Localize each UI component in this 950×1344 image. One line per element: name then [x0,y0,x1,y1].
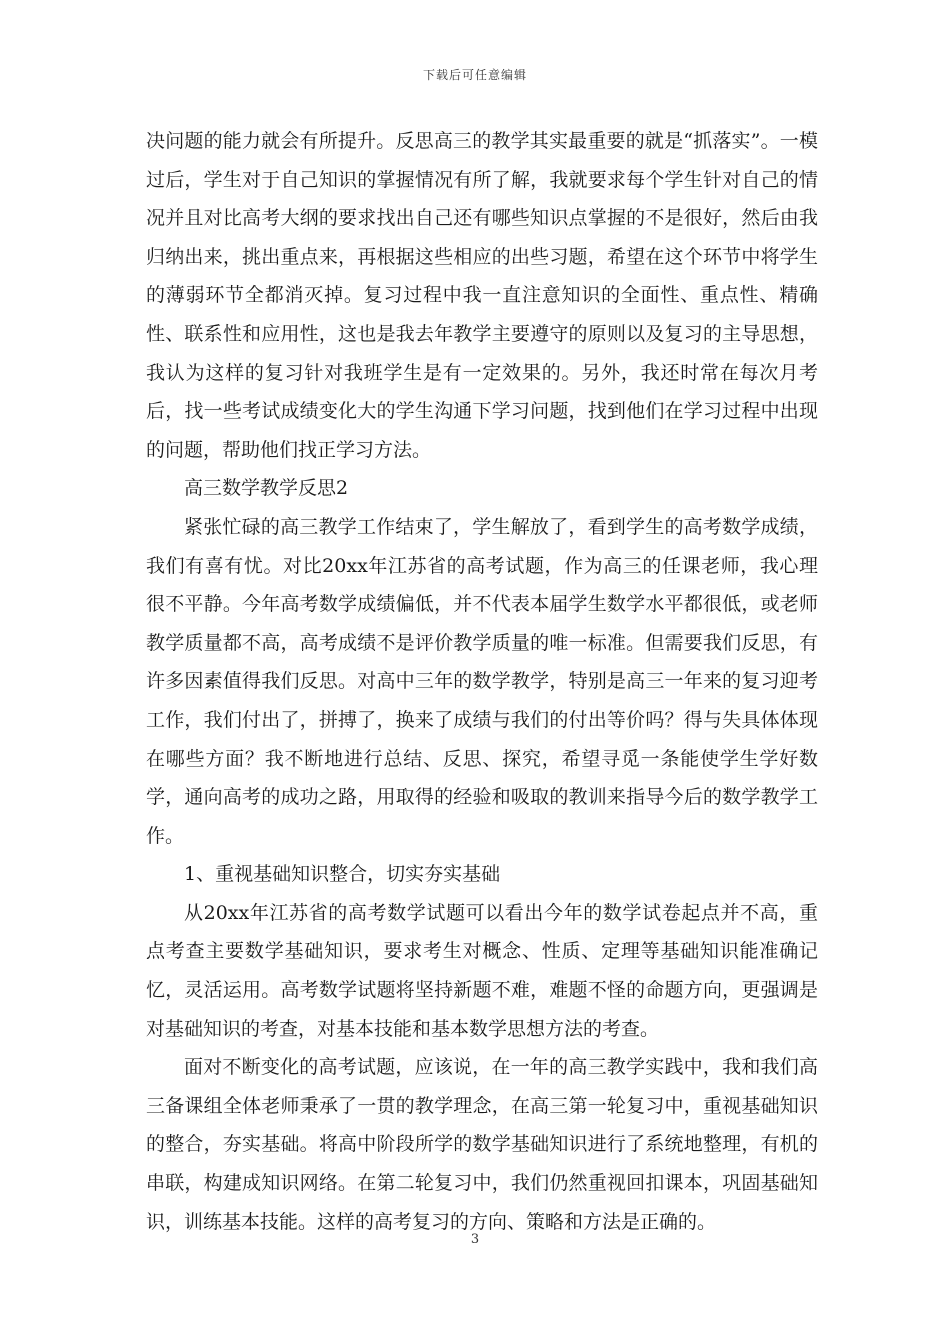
page-number: 3 [470,1232,480,1247]
paragraph-continuation: 决问题的能力就会有所提升。反思高三的教学其实最重要的就是“抓落实”。一模过后，学生对于自己知识的掌握情况有所了解，我就要求每个学生针对自己的情况并且对比高考大纲的要求找出自己还有哪些知识点掌握的不是很好，然后由我归纳出来，挑出重点来，再根据这些相应的出些习题，希望在这个环节中将学生的薄弱环节全都消灭掉。复习过程中我一直注意知识的全面性、重点性、精确性、联系性和应用性，这也是我去年教学主要遵守的原则以及复习的主导思想，我认为这样的复习针对我班学生是有一定效果的。另外，我还时常在每次月考后，找一些考试成绩变化大的学生沟通下学习问题，找到他们在学习过程中出现的问题，帮助他们找正学习方法。 [146,130,818,461]
paragraph: 紧张忙碌的高三教学工作结束了，学生解放了，看到学生的高考数学成绩，我们有喜有忧。对比20xx年江苏省的高考试题，作为高三的任课老师，我心理很不平静。今年高考数学成绩偏低，并不代表本届学生数学水平都很低，或老师教学质量都不高，高考成绩不是评价教学质量的唯一标准。但需要我们反思，有许多因素值得我们反思。对高中三年的数学教学，特别是高三一年来的复习迎考工作，我们付出了，拼搏了，换来了成绩与我们的付出等价吗？得与失具体体现在哪些方面？我不断地进行总结、反思、探究，希望寻觅一条能使学生学好数学，通向高考的成功之路，用取得的经验和吸取的教训来指导今后的数学教学工作。 [146,515,818,847]
paragraph: 从20xx年江苏省的高考数学试题可以看出今年的数学试卷起点并不高，重点考查主要数学基础知识，要求考生对概念、性质、定理等基础知识能准确记忆，灵活运用。高考数学试题将坚持新题不难，难题不怪的命题方向，更强调是对基础知识的考查，对基本技能和基本数学思想方法的考查。 [146,901,818,1040]
subsection-heading: 1、重视基础知识整合，切实夯实基础 [184,863,501,886]
document-body [146,122,818,1241]
section-heading: 高三数学教学反思2 [184,477,349,500]
page-header: 下载后可任意编辑 [422,68,527,82]
paragraph: 面对不断变化的高考试题，应该说，在一年的高三教学实践中，我和我们高三备课组全体老师秉承了一贯的教学理念，在高三第一轮复习中，重视基础知识的整合，夯实基础。将高中阶段所学的数学基础知识进行了系统地整理，有机的串联，构建成知识网络。在第二轮复习中，我们仍然重视回扣课本，巩固基础知识，训练基本技能。这样的高考复习的方向、策略和方法是正确的。 [146,1056,818,1233]
